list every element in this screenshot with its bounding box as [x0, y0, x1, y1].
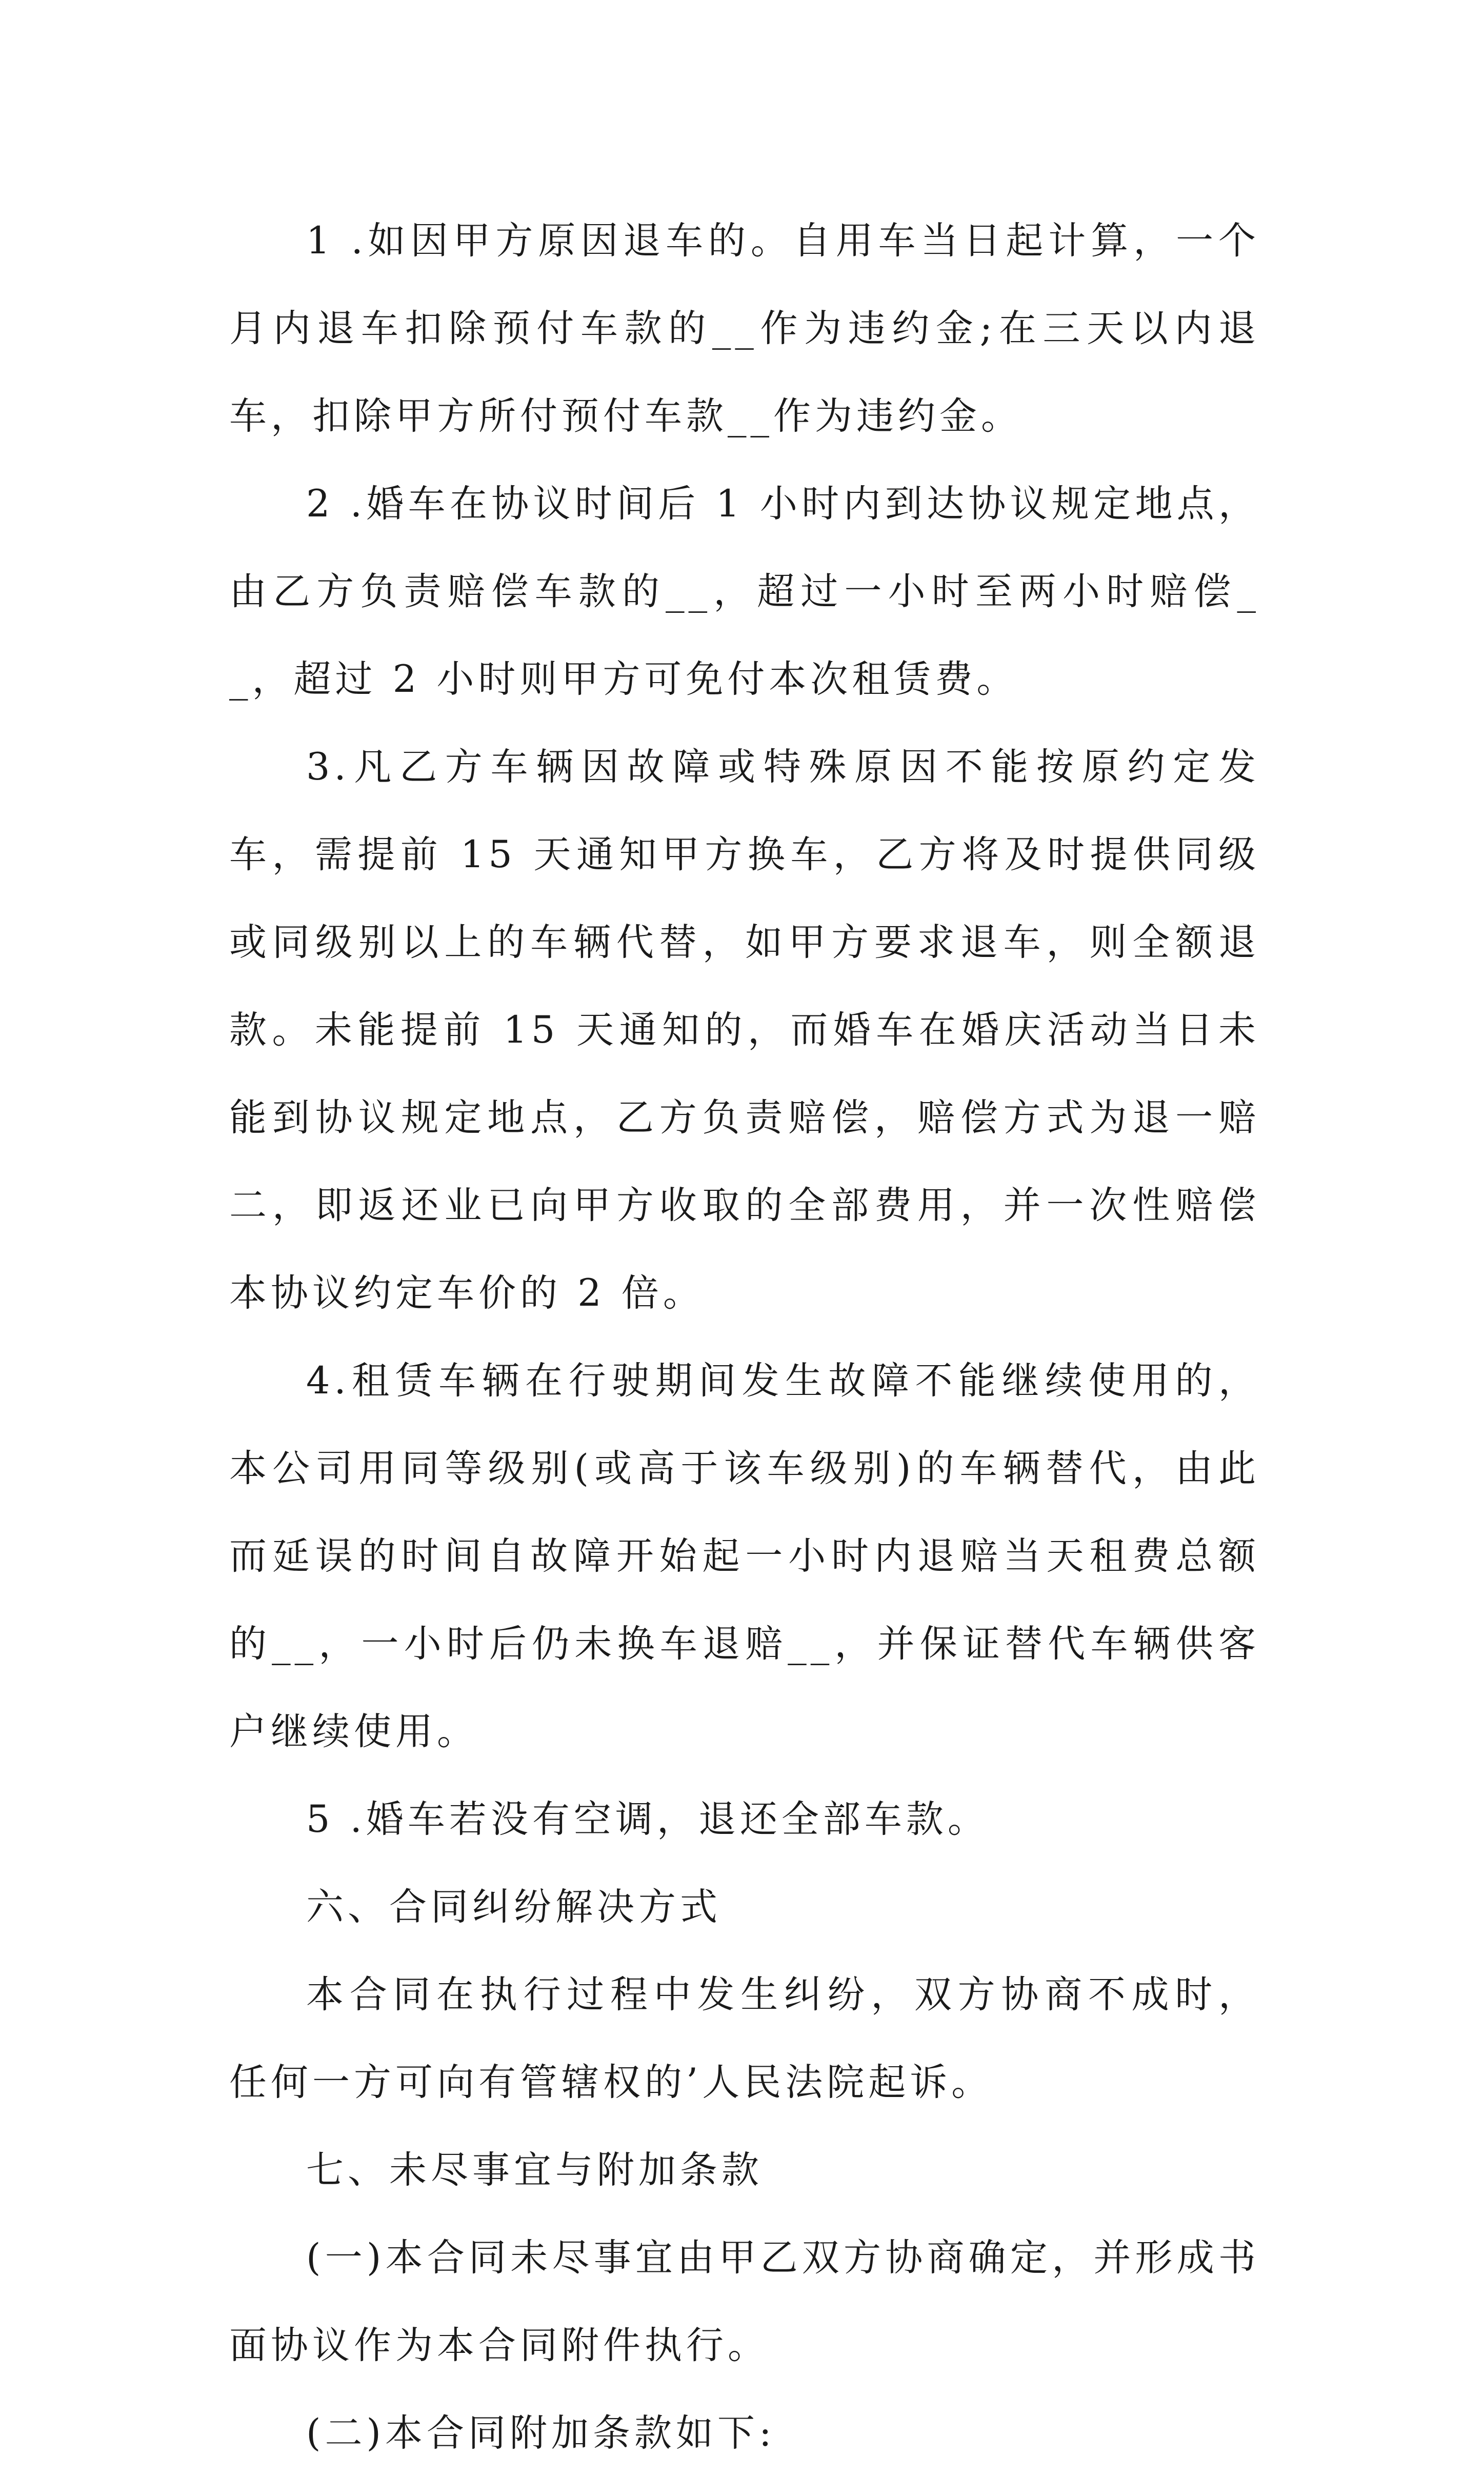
clause-1-early-return: 1 .如因甲方原因退车的。自用车当日起计算，一个月内退车扣除预付车款的__作为违约金;在三天以内退车，扣除甲方所付预付车款__作为违约金。 — [229, 219, 1260, 438]
section-heading-supplementary-terms: 七、未尽事宜与附加条款 — [306, 2148, 763, 2192]
clause-2-late-arrival: 2 .婚车在协议时间后 1 小时内到达协议规定地点，由乙方负责赔偿车款的__，超过一小时至两小时赔偿__，超过 2 小时则甲方可免付本次租赁费。 — [229, 482, 1260, 701]
dispute-resolution-text: 本合同在执行过程中发生纠纷，双方协商不成时，任何一方可向有管辖权的’人民法院起诉。 — [229, 1973, 1260, 2104]
clause-4-breakdown-replacement: 4.租赁车辆在行驶期间发生故障不能继续使用的，本公司用同等级别(或高于该车级别)的车辆替代，由此而延误的时间自故障开始起一小时内退赔当天租费总额的__，一小时后仍未换车退赔__，并保证替代车辆供客户继续使用。 — [229, 1359, 1260, 1753]
supplementary-term-2: (二)本合同附加条款如下: — [306, 2411, 776, 2455]
section-heading-dispute-resolution: 六、合同纠纷解决方式 — [306, 1885, 721, 1929]
document-body — [229, 197, 1260, 2477]
supplementary-term-1: (一)本合同未尽事宜由甲乙双方协商确定，并形成书面协议作为本合同附件执行。 — [229, 2236, 1260, 2367]
clause-3-vehicle-failure-notice: 3.凡乙方车辆因故障或特殊原因不能按原约定发车，需提前 15 天通知甲方换车，乙方将及时提供同级或同级别以上的车辆代替，如甲方要求退车，则全额退款。未能提前 15 天通知的，而婚车在婚庆活动当日未能到协议规定地点，乙方负责赔偿，赔偿方式为退一赔二，即返还业已向甲方收取的全部费用，并一次性赔偿本协议约定车价的 2 倍。 — [229, 745, 1260, 1315]
clause-5-air-conditioning: 5 .婚车若没有空调，退还全部车款。 — [306, 1797, 989, 1841]
